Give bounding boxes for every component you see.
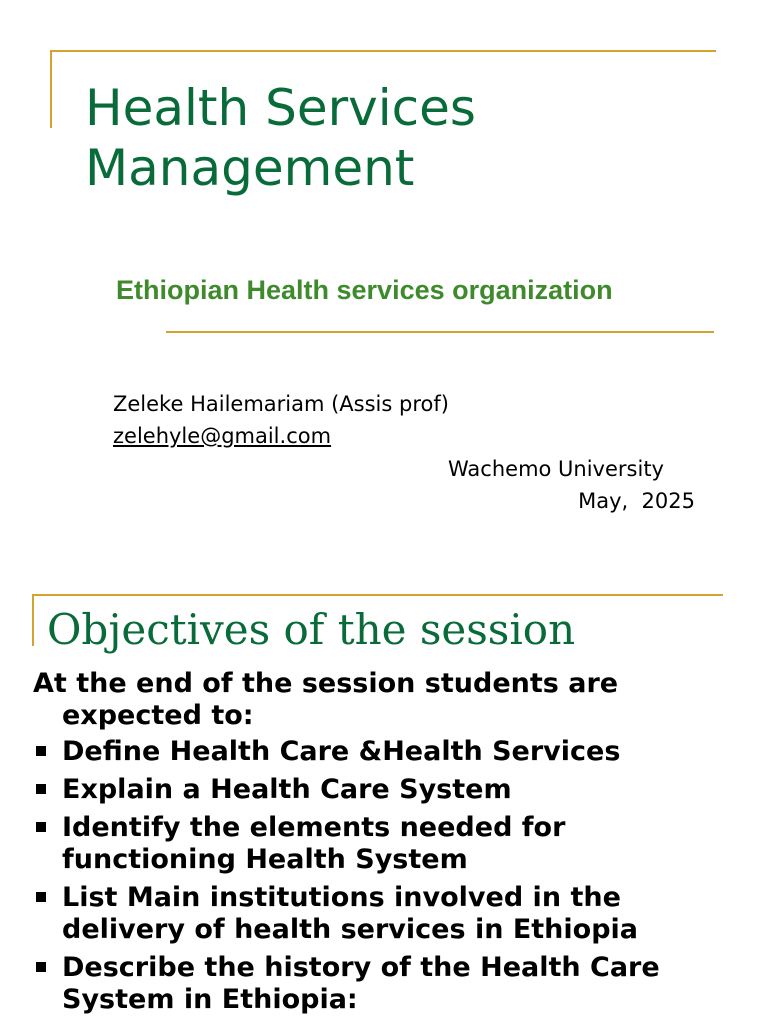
subtitle-rule (166, 331, 714, 333)
square-bullet-icon (36, 784, 46, 794)
top-rule (32, 594, 723, 596)
slide-title (85, 78, 476, 198)
objectives-list (33, 736, 745, 1022)
square-bullet-icon (36, 822, 46, 832)
intro-text (33, 668, 733, 732)
list-item (33, 736, 745, 768)
slide-title-line-1: Health Services (85, 79, 476, 137)
list-item (33, 882, 745, 946)
author-email-link[interactable]: zelehyle@gmail.com (113, 424, 332, 448)
list-item (33, 952, 745, 1016)
square-bullet-icon (36, 962, 46, 972)
university-name: Wachemo University (448, 457, 664, 481)
objectives-slide (0, 580, 768, 1024)
list-item-line-2: delivery of health services in Ethiopia (62, 914, 639, 945)
slide-title: Objectives of the session (47, 605, 576, 654)
list-item-line-1: List Main institutions involved in the (62, 882, 621, 913)
list-item-line-2: functioning Health System (62, 844, 468, 875)
top-rule (50, 50, 716, 52)
slide-title-line-2: Management (85, 139, 415, 197)
list-item-line-1: Identify the elements needed for (62, 812, 566, 843)
intro-line-1: At the end of the session students are (33, 668, 619, 699)
list-item-line-1: Describe the history of the Health Care (62, 952, 660, 983)
slide-subtitle: Ethiopian Health services organization (116, 275, 613, 305)
square-bullet-icon (36, 892, 46, 902)
left-rule (50, 50, 52, 128)
left-rule (32, 594, 34, 646)
intro-line-2: expected to: (62, 700, 254, 731)
author-name: Zeleke Hailemariam (Assis prof) (113, 392, 449, 416)
list-item-line-1: Explain a Health Care System (62, 774, 512, 805)
list-item-line-2: System in Ethiopia: (62, 984, 358, 1015)
list-item (33, 774, 745, 806)
presentation-date: May, 2025 (578, 489, 695, 513)
square-bullet-icon (36, 746, 46, 756)
list-item-line-1: Define Health Care &Health Services (62, 736, 621, 767)
list-item (33, 812, 745, 876)
